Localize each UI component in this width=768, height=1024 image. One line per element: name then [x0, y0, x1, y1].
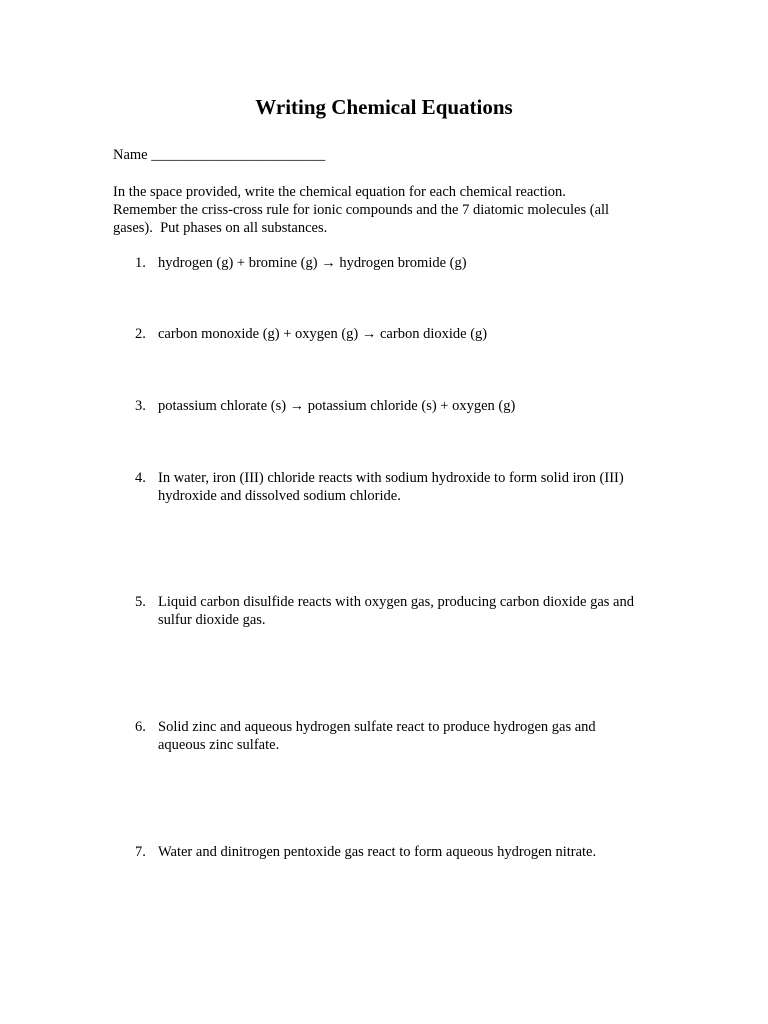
question-text: [158, 325, 668, 343]
question-line: potassium chlorate (s) → potassium chloride (s) + oxygen (g): [158, 398, 516, 414]
question-line: Solid zinc and aqueous hydrogen sulfate react to produce hydrogen gas and: [158, 719, 596, 735]
question-number: 6.: [135, 719, 146, 735]
question-text: [158, 843, 668, 861]
question-line: Liquid carbon disulfide reacts with oxygen gas, producing carbon dioxide gas and: [158, 594, 634, 610]
question-line: Water and dinitrogen pentoxide gas react to form aqueous hydrogen nitrate.: [158, 844, 597, 860]
instructions-line: gases). Put phases on all substances.: [113, 220, 328, 236]
question-text: [158, 397, 668, 415]
question-line: hydroxide and dissolved sodium chloride.: [158, 488, 401, 504]
instructions-line: Remember the criss-cross rule for ionic compounds and the 7 diatomic molecules (all: [113, 202, 610, 218]
question-number: 5.: [135, 594, 146, 610]
name-field-line: Name ________________________: [113, 147, 326, 163]
instructions-paragraph: [113, 183, 653, 237]
question-number: 2.: [135, 326, 146, 342]
page-title: Writing Chemical Equations: [255, 95, 513, 119]
question-line: hydrogen (g) + bromine (g) → hydrogen bromide (g): [158, 255, 467, 271]
question-text: [158, 718, 668, 754]
question-text: [158, 593, 668, 629]
question-line: In water, iron (III) chloride reacts with sodium hydroxide to form solid iron (III): [158, 470, 624, 486]
question-line: carbon monoxide (g) + oxygen (g) → carbon dioxide (g): [158, 326, 488, 342]
question-number: 4.: [135, 470, 146, 486]
question-line: aqueous zinc sulfate.: [158, 737, 280, 753]
instructions-line: In the space provided, write the chemical equation for each chemical reaction.: [113, 184, 566, 200]
question-text: [158, 254, 668, 272]
question-number: 3.: [135, 398, 146, 414]
question-number: 7.: [135, 844, 146, 860]
question-text: [158, 469, 668, 505]
question-line: sulfur dioxide gas.: [158, 612, 266, 628]
question-number: 1.: [135, 255, 146, 271]
